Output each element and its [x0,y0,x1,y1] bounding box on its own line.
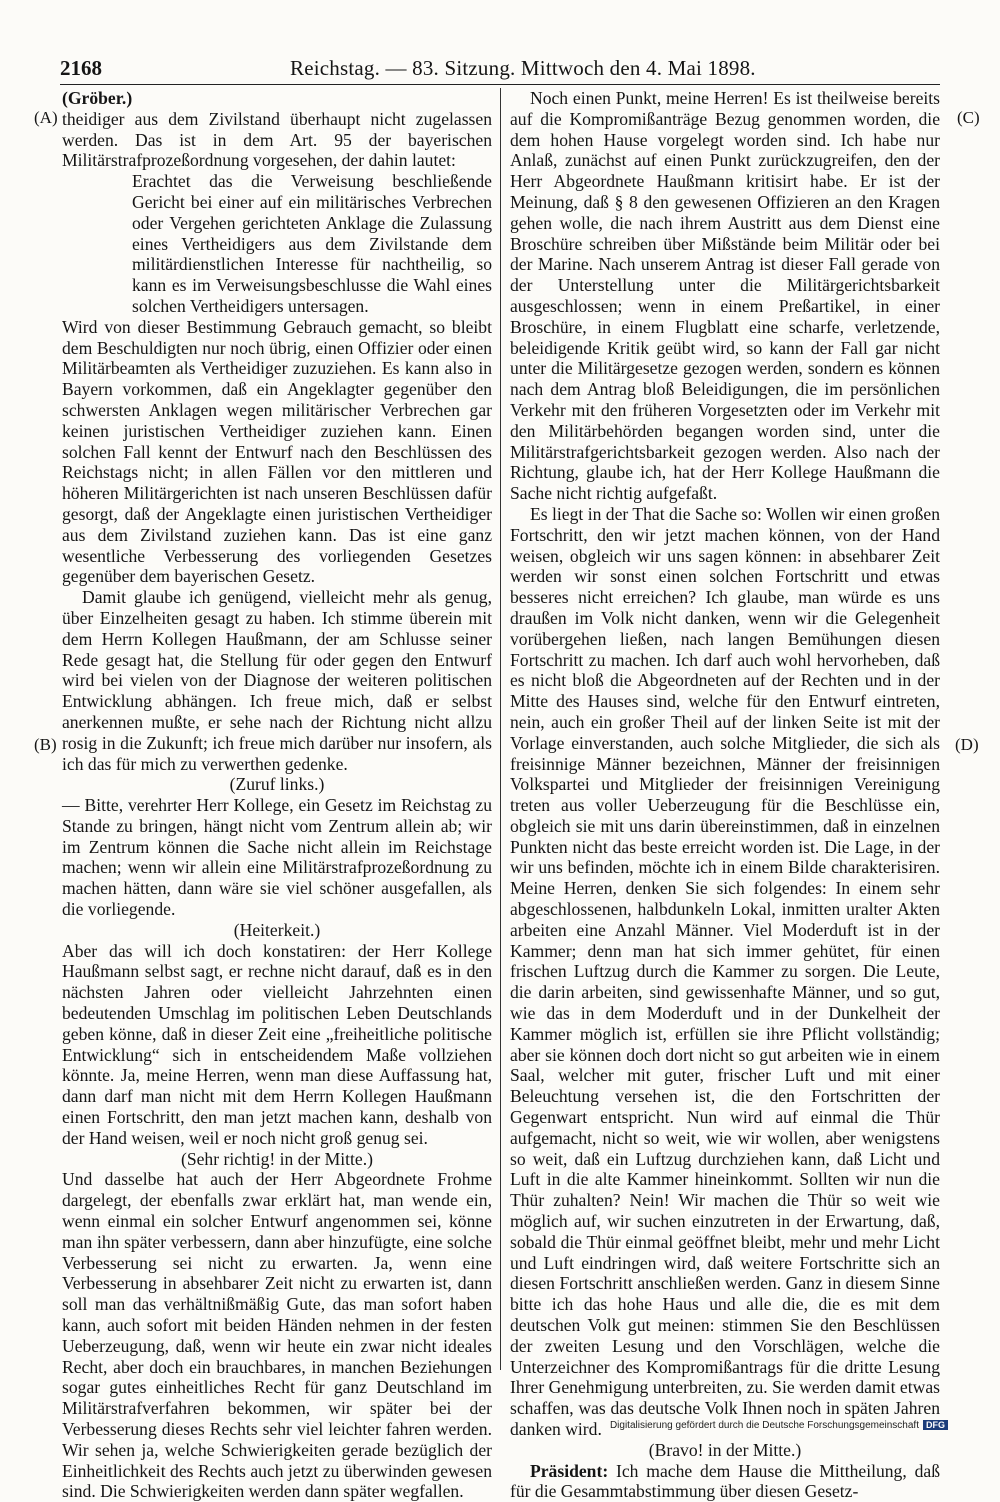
page-number: 2168 [60,56,102,80]
column-divider [500,88,501,1370]
president-paragraph [510,1461,940,1502]
interjection: (Bravo! in der Mitte.) [648,1439,802,1460]
footer [610,1420,948,1431]
paragraph: theidiger aus dem Zivilstand überhaupt nicht zugelassen werden. Das ist in dem Art. 95 der bayerischen Militärstrafprozeßordnung vorgesehen, der dahin lautet: [62,108,492,171]
running-title: Reichstag. — 83. Sitzung. Mittwoch den 4. Mai 1898. [290,56,756,80]
paragraph: Es liegt in der That die Sache so: Wollen wir einen großen Fortschritt, den wir jetzt machen können, von der Hand weisen, obgleich wir uns sagen können: in absehbarer Zeit werden wir sonst einen solchen Fortschritt und etwas besseres nicht erreichen? Ich glaube, man würde es uns draußen im Volk nicht danken, wenn wir die Gelegenheit vorübergehen ließen, nach langen Bemühungen diesen Fortschritt zu machen. Ich darf auch wohl hervorheben, daß es nicht bloß die Abgeordneten auf der Rechten und in der Mitte des Hauses sind, welche für den Entwurf eintreten, nein, auch ein großer Theil auf der linken Seite ist mit der Vorlage einverstanden, auch solche Mitglieder, die sich als freisinnige Männer bezeichnen, Männer der freisinnigen Volkspartei und Mitglieder der freisinnigen Vereinigung treten aus voller Ueberzeugung für die Beschlüsse ein, obgleich sie mit uns darin übereinstimmen, daß in einzelnen Punkten nicht das beste erreicht worden ist. Die Lage, in der wir uns befinden, möchte ich in einem Bilde charakterisiren. Meine Herren, denken Sie sich folgendes: In einem sehr abgeschlossenen, halbdunkeln Lokal, inmitten uralter Akten arbeiten eine Anzahl Männer. Viel Moderduft ist in der Kammer; denn man hat sich immer gehütet, für einen frischen Luftzug durch die Kammer zu sorgen. Die Leute, die darin arbeiten, sind gewissenhafte Männer, und so gut, wie das in dem Moderduft und in der Dunkelheit der Kammer möglich ist, erfüllen sie ihre Pflicht vollständig; aber sie können doch dort nicht so gut arbeiten wie in einem Saal, welcher mit guter, frischer Luft und mit einer Beleuchtung versehen ist, die den Fortschritten der Gegenwart entspricht. Nun wird auf einmal die Thür aufgemacht, nicht so weit, wie wir wollen, aber wenigstens so weit, daß ein Luftzug durchziehen kann, daß Licht und Luft in die alte Kammer hineinkommt. Sollten wir nun die Thür zuhalten? Nein! Wir machen die Thür so weit wie möglich auf, wir suchen einzutreten in der Erwartung, daß, sobald die Thür einmal geöffnet bleibt, mehr und mehr Licht und Luft eindringen wird, daß weitere Fortschritte sich an diesen Fortschritt anschließen werden. Ganz in diesem Sinne bitte ich das hohe Haus und alle die, die es mit dem deutschen Volk gut meinen: stimmen Sie den Beschlüssen der zweiten Lesung und den Vorschlägen, welche die Unterzeichner des Kompromißantrags für die dritte Lesung Ihrer Genehmigung unterbreiten, zu. Sie werden damit etwas schaffen, was das deutsche Volk Ihnen noch in späten Jahren danken wird. [510,503,940,1439]
dfg-logo: DFG [923,1420,948,1430]
interjection: (Heiterkeit.) [233,919,321,940]
margin-marker-a: (A) [34,108,58,127]
right-column [510,88,940,1502]
president-text: Ich mache dem Hause die Mittheilung, daß für die Gesammtabstimmung über diesen Gesetz- [510,1460,940,1502]
margin-marker-c: (C) [957,108,980,127]
interjection: (Sehr richtig! in der Mitte.) [180,1148,373,1169]
paragraph: Damit glaube ich genügend, vielleicht mehr als genug, über Einzelheiten gesagt zu haben. Ich stimme überein mit dem Herrn Kollegen Haußmann, der am Schlusse seiner Rede gesagt hat, die Stellung für oder gegen den Entwurf wird bei vielen von der Diagnose der weiteren politischen Entwicklung abhängen. Ich freue mich, daß er selbst anerkennen mußte, er sehe nach der Richtung nicht allzu rosig in die Zukunft; ich freue mich darüber nur insofern, als ich das für mich zu verwerthen gedenke. [62,587,492,774]
president-label: Präsident: [530,1460,609,1481]
page-header [60,52,940,86]
interjection: (Zuruf links.) [229,774,325,795]
footer-text: Digitalisierung gefördert durch die Deutsche Forschungsgemeinschaft [609,1420,919,1431]
margin-marker-b: (B) [34,735,57,754]
paragraph: Noch einen Punkt, meine Herren! Es ist theilweise bereits auf die Kompromißanträge Bezug genommen worden, die dem hohen Hause vorgelegt worden sind. Ich habe nur Anlaß, zunächst auf einen Punkt zurückzugreifen, den der Herr Abgeordnete Haußmann kritisirt habe. Er ist der Meinung, daß § 8 den gewesenen Offizieren an den Kragen gehen wolle, die nach ihrem Austritt aus dem Dienst eine Broschüre schreiben über Mißstände beim Militär oder bei der Marine. Nach unserem Antrag ist dieser Fall gerade von der Unterstellung unter die Militärgerichtsbarkeit ausgeschlossen; wenn in einem Preßartikel, in einer Broschüre, in einem Flugblatt eine scharfe, verletzende, beleidigende Kritik geübt wird, so kann der Fall gar nicht unter die Militärgesetze gezogen werden, sondern es können nach dem Antrag bloß Beleidigungen, die im persönlichen Verkehr mit den früheren Vorgesetzten oder im Verkehr mit den Militärbehörden begangen worden sind, unter die Militärstrafgerichtsbarkeit gezogen werden. Also nach der Richtung, glaube ich, hat der Herr Kollege Haußmann die Sache nicht richtig aufgefaßt. [510,88,940,504]
paragraph: Wird von dieser Bestimmung Gebrauch gemacht, so bleibt dem Beschuldigten nur noch übrig, einen Offizier oder einen Militärbeamten als Vertheidiger zuzuziehen. Es kann also in Bayern vorkommen, daß ein Angeklagter gegenüber den schwersten Anklagen wegen militärischer Verbrechen gar keinen juristischen Vertheidiger zuziehen kann. Einen solchen Fall kennt der Entwurf nach den Beschlüssen des Reichstags nicht; in allen Fällen vor den mittleren und höheren Militärgerichten ist nach unseren Beschlüssen dafür gesorgt, daß der Angeklagte einen juristischen Vertheidiger aus dem Zivilstand zuziehen kann. Das ist eine ganz wesentliche Verbesserung des vorliegenden Gesetzes gegenüber dem bayerischen Gesetz. [62,316,492,587]
paragraph: Und dasselbe hat auch der Herr Abgeordnete Frohme dargelegt, der ebenfalls zwar erklärt hat, man wende ein, wenn einmal ein solcher Entwurf angenommen sei, könne man ihn später verbessern, dann aber hinzufügte, eine solche Verbesserung sei nicht zu erwarten. Ja, wenn eine Verbesserung in absehbarer Zeit nicht zu erwarten ist, dann soll man das verhältnißmäßig Gute, das man sofort haben kann, auch sofort mit beiden Händen nehmen in der festen Ueberzeugung, daß, wenn wir heute ein zwar nicht ideales Recht, aber doch ein brauchbares, in manchen Beziehungen sogar gutes einheitliches Recht für ganz Deutschland im Militärstrafverfahren bekommen, wir später bei der Verbesserung dieses Rechts sehr viel leichter fahren werden. Wir sehen ja, welche Schwierigkeiten gerade bezüglich der Einheitlichkeit des Rechts auch jetzt zu überwinden gewesen sind. Die Schwierigkeiten werden dann später wegfallen. [62,1169,492,1502]
margin-marker-d: (D) [955,735,979,754]
paragraph: Aber das will ich doch konstatiren: der Herr Kollege Haußmann selbst sagt, er rechne nicht darauf, daß es in den nächsten Jahren oder vielleicht Jahrzehnten einen bedeutenden Umschlag im politischen Leben Deutschlands geben könne, daß in dieser Zeit eine „freiheitliche politische Entwicklung“ sich in entscheidendem Maße vollziehen könnte. Ja, meine Herren, wenn man diese Auffassung hat, dann darf man nicht mit dem Herrn Kollegen Haußmann einen Fortschritt, den man jetzt machen kann, deshalb von der Hand weisen, weil er noch nicht groß genug sei. [62,940,492,1148]
quoted-paragraph: Erachtet das die Verweisung beschließende Gericht bei einer auf ein militärisches Verbrechen oder Vergehen gerichteten Anklage die Zulassung eines Vertheidigers aus dem Zivilstande dem militärdienstlichen Interesse für nachtheilig, so kann es im Verweisungsbeschlusse die Wahl eines solchen Vertheidigers untersagen. [132,171,492,316]
paragraph: — Bitte, verehrter Herr Kollege, ein Gesetz im Reichstag zu Stande zu bringen, hängt nicht vom Zentrum allein ab; wir im Zentrum können die Sache nicht allein im Reichstage machen; wenn wir allein eine Militärstrafprozeßordnung zu machen hätten, dann wäre sie viel schöner ausgefallen, als die vorliegende. [62,795,492,920]
left-column [62,88,492,1502]
speaker-tag: (Gröber.) [62,88,133,108]
header-rule [60,84,940,85]
